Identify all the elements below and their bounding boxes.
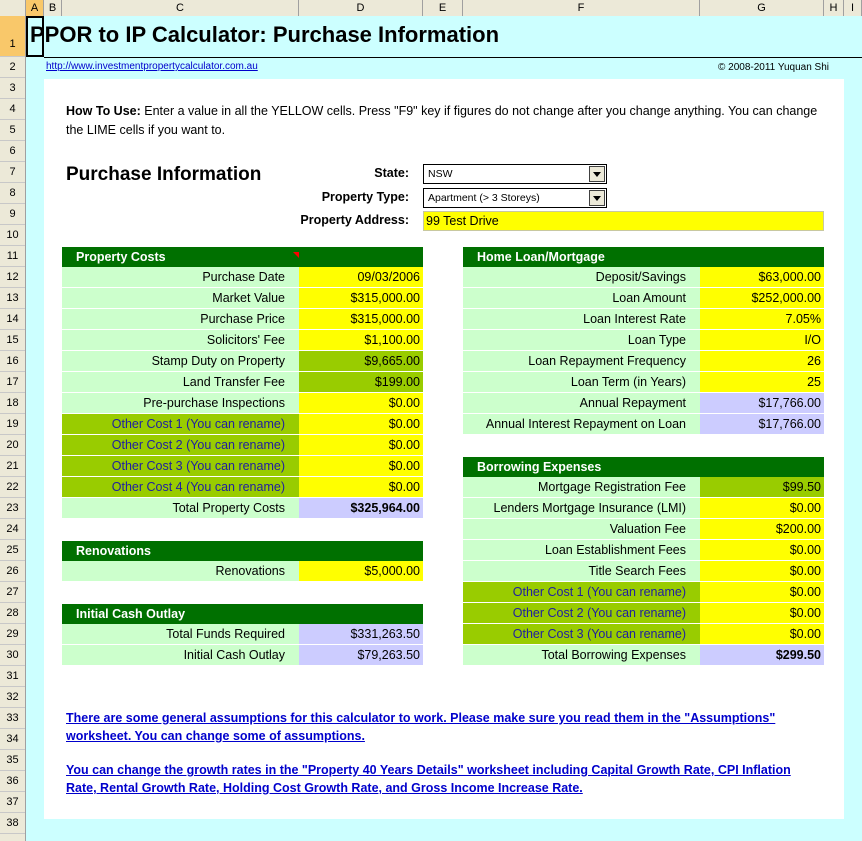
property-costs-label: Total Property Costs <box>62 498 299 519</box>
column-header-g[interactable]: G <box>700 0 824 16</box>
column-header-bar <box>0 0 862 17</box>
property-costs-value[interactable]: $0.00 <box>299 435 423 456</box>
row-header-18[interactable]: 18 <box>0 393 25 414</box>
home-loan-value[interactable]: $17,766.00 <box>700 393 824 414</box>
property-costs-value[interactable]: $9,665.00 <box>299 351 423 372</box>
property-costs-label: Land Transfer Fee <box>62 372 299 393</box>
growth-rates-note-link[interactable]: You can change the growth rates in the "Property 40 Years Details" worksheet including Capital Growth Rate, CPI Inflation Rate, Rental Growth Rate, Holding Cost Growth Rate, and Gross Income Increase Rate. <box>66 763 791 795</box>
column-header-e[interactable]: E <box>423 0 463 16</box>
property-costs-value[interactable]: $0.00 <box>299 393 423 414</box>
home-loan-header: Home Loan/Mortgage <box>463 247 824 267</box>
renovations-label: Renovations <box>62 561 299 582</box>
chevron-down-icon[interactable] <box>589 166 605 182</box>
row-header-32[interactable]: 32 <box>0 687 25 708</box>
borrowing-value[interactable]: $99.50 <box>700 477 824 498</box>
property-costs-label: Purchase Date <box>62 267 299 288</box>
initial-cash-value[interactable]: $79,263.50 <box>299 645 423 666</box>
borrowing-value[interactable]: $200.00 <box>700 519 824 540</box>
row-header-30[interactable]: 30 <box>0 645 25 666</box>
row-header-9[interactable]: 9 <box>0 204 25 225</box>
property-costs-label: Solicitors' Fee <box>62 330 299 351</box>
borrowing-label: Title Search Fees <box>463 561 700 582</box>
row-header-5[interactable]: 5 <box>0 120 25 141</box>
how-to-use-body: Enter a value in all the YELLOW cells. Press "F9" key if figures do not change after you change anything. You can change the LIME cells if you want to. <box>66 104 818 137</box>
property-costs-label: Market Value <box>62 288 299 309</box>
borrowing-label: Loan Establishment Fees <box>463 540 700 561</box>
page-title: PPOR to IP Calculator: Purchase Information <box>30 22 500 47</box>
property-costs-label: Other Cost 3 (You can rename) <box>62 456 299 477</box>
borrowing-label: Other Cost 1 (You can rename) <box>463 582 700 603</box>
renovations-header: Renovations <box>62 541 423 561</box>
column-header-i[interactable]: I <box>844 0 862 16</box>
state-dropdown[interactable] <box>423 164 607 184</box>
row-header-27[interactable]: 27 <box>0 582 25 603</box>
initial-cash-header: Initial Cash Outlay <box>62 604 423 624</box>
borrowing-value[interactable]: $0.00 <box>700 624 824 645</box>
home-loan-label: Loan Repayment Frequency <box>463 351 700 372</box>
how-to-use-text <box>66 102 826 140</box>
property-costs-label: Purchase Price <box>62 309 299 330</box>
home-loan-value[interactable]: $17,766.00 <box>700 414 824 435</box>
row-header-34[interactable]: 34 <box>0 729 25 750</box>
state-label: State: <box>374 166 409 180</box>
assumptions-note-link[interactable]: There are some general assumptions for this calculator to work. Please make sure you read them in the "Assumptions" worksheet. You can change some of assumptions. <box>66 711 776 743</box>
property-costs-label: Pre-purchase Inspections <box>62 393 299 414</box>
row-header-1[interactable]: 1 <box>0 16 25 57</box>
property-costs-label: Other Cost 2 (You can rename) <box>62 435 299 456</box>
home-loan-value[interactable]: 25 <box>700 372 824 393</box>
row-header-25[interactable]: 25 <box>0 540 25 561</box>
home-loan-label: Loan Interest Rate <box>463 309 700 330</box>
state-value: NSW <box>428 168 453 180</box>
renovations-value[interactable]: $5,000.00 <box>299 561 423 582</box>
column-header-c[interactable]: C <box>62 0 299 16</box>
row-header-33[interactable]: 33 <box>0 708 25 729</box>
borrowing-value[interactable]: $0.00 <box>700 498 824 519</box>
property-type-dropdown[interactable] <box>423 188 607 208</box>
column-header-d[interactable]: D <box>299 0 423 16</box>
property-costs-value[interactable]: $0.00 <box>299 477 423 498</box>
row-header-15[interactable]: 15 <box>0 330 25 351</box>
borrowing-label: Lenders Mortgage Insurance (LMI) <box>463 498 700 519</box>
home-loan-value[interactable]: 7.05% <box>700 309 824 330</box>
home-loan-label: Loan Term (in Years) <box>463 372 700 393</box>
row-header-12[interactable]: 12 <box>0 267 25 288</box>
column-header-b[interactable]: B <box>44 0 62 16</box>
property-address-input[interactable]: 99 Test Drive <box>423 211 824 231</box>
property-costs-label: Stamp Duty on Property <box>62 351 299 372</box>
property-costs-value[interactable]: 09/03/2006 <box>299 267 423 288</box>
property-costs-header: Property Costs <box>62 247 423 267</box>
borrowing-header: Borrowing Expenses <box>463 457 824 477</box>
property-costs-value[interactable]: $325,964.00 <box>299 498 423 519</box>
borrowing-value[interactable]: $0.00 <box>700 561 824 582</box>
home-loan-value[interactable]: I/O <box>700 330 824 351</box>
property-costs-label: Other Cost 1 (You can rename) <box>62 414 299 435</box>
property-costs-label: Other Cost 4 (You can rename) <box>62 477 299 498</box>
row-header-38[interactable]: 38 <box>0 813 25 834</box>
row-header-7[interactable]: 7 <box>0 162 25 183</box>
comment-indicator[interactable] <box>293 252 299 258</box>
row-header-11[interactable]: 11 <box>0 246 25 267</box>
row-header-26[interactable]: 26 <box>0 561 25 582</box>
property-type-label: Property Type: <box>321 190 409 204</box>
row-header-3[interactable]: 3 <box>0 78 25 99</box>
row-header-2[interactable]: 2 <box>0 57 25 78</box>
row-header-23[interactable]: 23 <box>0 498 25 519</box>
borrowing-label: Other Cost 2 (You can rename) <box>463 603 700 624</box>
borrowing-label: Total Borrowing Expenses <box>463 645 700 666</box>
row-header-8[interactable]: 8 <box>0 183 25 204</box>
borrowing-value[interactable]: $0.00 <box>700 603 824 624</box>
row-header-22[interactable]: 22 <box>0 477 25 498</box>
initial-cash-label: Initial Cash Outlay <box>62 645 299 666</box>
row-header-37[interactable]: 37 <box>0 792 25 813</box>
property-address-label: Property Address: <box>300 213 409 227</box>
borrowing-label: Mortgage Registration Fee <box>463 477 700 498</box>
row-header-4[interactable]: 4 <box>0 99 25 120</box>
column-header-h[interactable]: H <box>824 0 844 16</box>
row-header-35[interactable]: 35 <box>0 750 25 771</box>
home-loan-value[interactable]: $252,000.00 <box>700 288 824 309</box>
row-header-29[interactable]: 29 <box>0 624 25 645</box>
row-header-28[interactable]: 28 <box>0 603 25 624</box>
home-loan-label: Loan Amount <box>463 288 700 309</box>
property-costs-value[interactable]: $315,000.00 <box>299 309 423 330</box>
row-header-21[interactable]: 21 <box>0 456 25 477</box>
purchase-info-title: Purchase Information <box>66 164 262 185</box>
row-header-bar <box>0 16 26 841</box>
row-header-13[interactable]: 13 <box>0 288 25 309</box>
column-header-a[interactable]: A <box>26 0 44 16</box>
home-loan-value[interactable]: $63,000.00 <box>700 267 824 288</box>
property-costs-value[interactable]: $0.00 <box>299 414 423 435</box>
borrowing-label: Other Cost 3 (You can rename) <box>463 624 700 645</box>
borrowing-label: Valuation Fee <box>463 519 700 540</box>
row-header-14[interactable]: 14 <box>0 309 25 330</box>
select-all-corner[interactable] <box>0 0 26 16</box>
borrowing-value[interactable]: $0.00 <box>700 582 824 603</box>
row-header-20[interactable]: 20 <box>0 435 25 456</box>
property-type-value: Apartment (> 3 Storeys) <box>428 192 540 204</box>
initial-cash-value[interactable]: $331,263.50 <box>299 624 423 645</box>
how-to-use-label: How To Use: <box>66 104 141 118</box>
borrowing-value[interactable]: $0.00 <box>700 540 824 561</box>
row-header-17[interactable]: 17 <box>0 372 25 393</box>
column-header-f[interactable]: F <box>463 0 700 16</box>
property-costs-value[interactable]: $1,100.00 <box>299 330 423 351</box>
website-link[interactable]: http://www.investmentpropertycalculator.com.au <box>46 61 258 72</box>
property-costs-value[interactable]: $315,000.00 <box>299 288 423 309</box>
row-header-36[interactable]: 36 <box>0 771 25 792</box>
home-loan-label: Annual Repayment <box>463 393 700 414</box>
home-loan-label: Annual Interest Repayment on Loan <box>463 414 700 435</box>
row-header-10[interactable]: 10 <box>0 225 25 246</box>
home-loan-value[interactable]: 26 <box>700 351 824 372</box>
property-costs-value[interactable]: $199.00 <box>299 372 423 393</box>
home-loan-label: Deposit/Savings <box>463 267 700 288</box>
copyright-text: © 2008-2011 Yuquan Shi <box>718 62 829 73</box>
row-header-31[interactable]: 31 <box>0 666 25 687</box>
row-header-6[interactable]: 6 <box>0 141 25 162</box>
row-header-24[interactable]: 24 <box>0 519 25 540</box>
row-header-16[interactable]: 16 <box>0 351 25 372</box>
chevron-down-icon[interactable] <box>589 190 605 206</box>
home-loan-label: Loan Type <box>463 330 700 351</box>
row-header-19[interactable]: 19 <box>0 414 25 435</box>
initial-cash-label: Total Funds Required <box>62 624 299 645</box>
title-divider <box>44 57 862 58</box>
borrowing-value[interactable]: $299.50 <box>700 645 824 666</box>
property-costs-value[interactable]: $0.00 <box>299 456 423 477</box>
